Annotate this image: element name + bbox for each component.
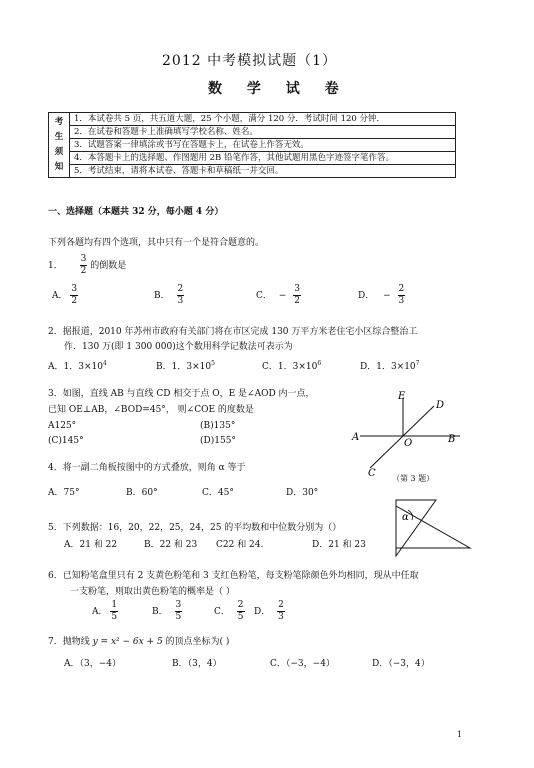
option-sign: − (383, 291, 391, 301)
notice-label-char: 考 (54, 117, 64, 127)
question-3-option: (B)135° (200, 421, 236, 431)
question-stem: 7．抛物线 (48, 637, 93, 647)
fraction (293, 284, 301, 307)
question-stem: 的倒数是 (90, 261, 127, 271)
fraction-numerator: 2 (237, 600, 244, 610)
notice-label-char: 生 (54, 132, 64, 142)
fraction (237, 600, 245, 623)
question-4-figure (394, 498, 474, 558)
fraction-numerator: 3 (175, 600, 182, 610)
option-label: D． (254, 607, 271, 617)
question-3-line: 已知 OE⊥AB，∠BOD=45°， 则∠COE 的度数是 (48, 405, 254, 415)
point-label-b: B (448, 434, 456, 445)
question-3-figure (348, 390, 468, 480)
fraction (110, 600, 118, 623)
question-number: 1． (48, 261, 63, 271)
question-6-line: 一支粉笔，则取出黄色粉笔的概率是（ ） (70, 587, 235, 597)
angle-alpha-label: α (402, 512, 409, 523)
notice-label (49, 113, 70, 178)
question-7-option: C．（−3，−4） (270, 659, 335, 669)
option-label: B． (154, 291, 170, 301)
line-cd (370, 406, 434, 468)
notice-table (48, 112, 456, 178)
question-4-option: C．45° (202, 488, 234, 498)
question-1-option (154, 284, 184, 308)
question-2-option (262, 358, 321, 373)
question-6-option (254, 600, 285, 623)
exam-title: 2012 中考模拟试题（1） (162, 53, 337, 69)
fraction (175, 600, 183, 623)
question-4-option: D．30° (286, 488, 319, 498)
fraction (277, 600, 285, 623)
question-stem: 的顶点坐标为( ) (162, 637, 230, 647)
option-label: C．1．3×10 (262, 362, 318, 372)
point-label-e: E (398, 391, 406, 402)
option-exponent: 6 (317, 360, 322, 367)
fraction-denominator: 5 (175, 612, 182, 622)
question-1-option (358, 284, 405, 308)
page-number: 1 (457, 730, 463, 739)
option-label: C． (256, 291, 272, 301)
option-label: A．1．3×10 (48, 362, 103, 372)
notice-label-char: 知 (54, 162, 64, 172)
question-2-line: 2．据报道，2010 年苏州市政府有关部门将在市区完成 130 万平方米老住宅小区综合整治工 (48, 327, 418, 337)
fraction (70, 284, 78, 307)
fraction (398, 284, 406, 307)
figure-caption: （第 3 题） (392, 474, 435, 483)
question-3-option: (D)155° (200, 436, 236, 446)
question-3-option: (C)145° (48, 436, 84, 446)
fraction-denominator: 2 (71, 296, 78, 306)
question-4-option: B．60° (126, 488, 158, 498)
option-exponent: 7 (415, 360, 420, 367)
fraction-denominator: 5 (111, 612, 118, 622)
fraction (80, 254, 88, 277)
option-label: A． (92, 607, 108, 617)
fraction-numerator: 3 (71, 284, 78, 294)
question-3-line: 3．如图，直线 AB 与直线 CD 相交于点 O，E 是∠AOD 内一点， (48, 389, 315, 399)
question-4-stem: 4．将一副二角板按图中的方式叠放，则角 α 等于 (48, 463, 246, 473)
formula: y = x² − 6x + 5 (92, 637, 163, 647)
question-5-option: C22 和 24. (216, 540, 264, 550)
section-heading: 一、选择题（本题共 32 分，每小题 4 分） (48, 207, 224, 217)
question-1 (48, 254, 126, 278)
question-5-option: B．22 和 23 (144, 540, 198, 550)
fraction-numerator: 2 (177, 284, 184, 294)
option-label: B． (152, 607, 168, 617)
question-4-option: A．75° (48, 488, 80, 498)
question-6-option (92, 600, 118, 623)
question-1-option (256, 284, 301, 308)
fraction-denominator: 3 (398, 296, 405, 306)
question-2-option (156, 358, 215, 373)
question-7-option: B．（3，4） (172, 659, 222, 669)
fraction-numerator: 2 (278, 600, 284, 610)
question-5-option: D．21 和 23 (312, 540, 366, 550)
fraction-numerator: 1 (111, 600, 118, 610)
fraction-denominator: 3 (177, 296, 184, 306)
question-6-option (214, 600, 245, 623)
question-2-option (360, 358, 420, 373)
point-label-c: C (368, 468, 376, 479)
option-label: A． (52, 291, 68, 301)
option-label: D．1．3×10 (360, 362, 416, 372)
point-label-o: O (404, 438, 413, 449)
fraction-numerator: 3 (294, 284, 300, 294)
fraction-denominator: 5 (237, 612, 244, 622)
question-5-option: A．21 和 22 (64, 540, 118, 550)
point-label-d: D (436, 400, 445, 411)
question-2-line: 作．130 万(即 1 300 000)这个数用科学记数法可表示为 (64, 342, 293, 352)
option-label: D． (358, 291, 375, 301)
fraction-denominator: 2 (294, 296, 300, 306)
fraction-denominator: 2 (80, 266, 87, 276)
option-label: B．1．3×10 (156, 362, 212, 372)
question-5-stem: 5．下列数据：16，20，22，25，24，25 的平均数和中位数分别为（） (48, 523, 342, 533)
fraction-numerator: 3 (80, 254, 87, 264)
notice-item: 3．试题答案一律填涂或书写在答题卡上，在试卷上作答无效。 (70, 139, 456, 152)
fraction (177, 284, 185, 307)
notice-label-char: 须 (54, 147, 64, 157)
option-exponent: 5 (211, 360, 215, 367)
notice-item: 5．考试结束，请将本试卷、答题卡和草稿纸一并交回。 (70, 165, 456, 178)
option-sign: − (278, 291, 287, 301)
question-6-option (152, 600, 182, 623)
question-2-option (48, 358, 107, 373)
fraction-denominator: 3 (278, 612, 284, 622)
question-7-option: A．（3，−4） (64, 659, 121, 669)
fraction-numerator: 2 (398, 284, 405, 294)
question-7-option: D．（−3，4） (372, 659, 430, 669)
notice-item: 4．本答题卡上的选择题、作图题用 2B 铅笔作答，其他试题用黑色字迹签字笔作答。 (70, 152, 456, 165)
option-label: C． (214, 607, 230, 617)
question-6-line: 6．已知粉笔盒里只有 2 支黄色粉笔和 3 支红色粉笔，每支粉笔除颜色外均相同，现从中任取 (48, 571, 419, 581)
notice-item: 1．本试卷共 5 页，共五道大题，25 个小题，满分 120 分．考试时间 120 分钟． (70, 113, 456, 126)
point-label-a: A (352, 432, 360, 443)
option-exponent: 4 (102, 360, 107, 367)
question-3-option: A125° (48, 421, 77, 431)
question-1-option (52, 284, 78, 308)
notice-item: 2．在试卷和答题卡上准确填写学校名称、姓名。 (70, 126, 456, 139)
question-7-stem (48, 636, 229, 648)
exam-subtitle: 数 学 试 卷 (208, 81, 349, 97)
section-intro: 下列各题均有四个选项，其中只有一个是符合题意的。 (48, 238, 265, 248)
